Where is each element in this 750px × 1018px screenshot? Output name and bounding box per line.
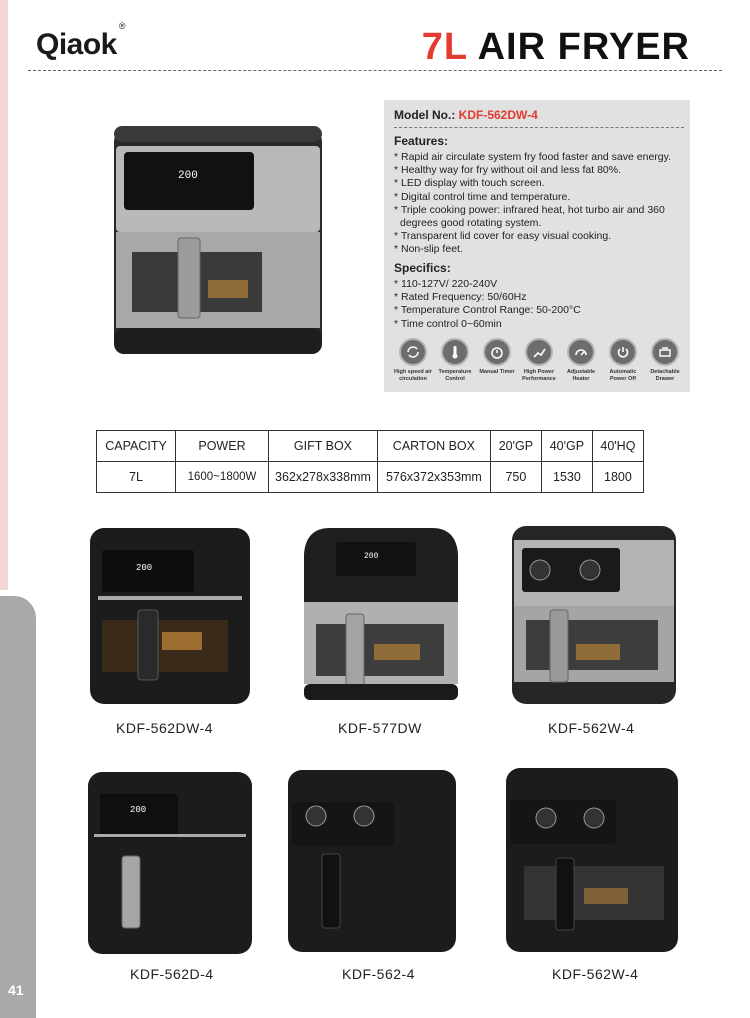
product-display-text: 200 <box>364 552 379 561</box>
product-model-caption: KDF-562DW-4 <box>116 720 214 736</box>
product-image <box>510 522 678 706</box>
feature-icon-label: High speed air circulation <box>394 369 432 382</box>
brand-name: Qiaok <box>36 28 117 61</box>
model-number <box>394 108 538 122</box>
feature-item: * Non-slip feet. <box>394 243 463 256</box>
product-display-text: 200 <box>136 563 153 573</box>
power-icon <box>609 338 637 366</box>
feature-icons <box>394 338 684 382</box>
feature-item: * Triple cooking power: infrared heat, hot turbo air and 360 <box>394 203 665 216</box>
features-heading: Features: <box>394 134 449 148</box>
specific-item: * Rated Frequency: 50/60Hz <box>394 291 527 304</box>
table-cell: 362x278x338mm <box>269 462 378 493</box>
product-image <box>504 764 680 954</box>
feature-icon-item <box>562 338 600 382</box>
feature-icon-label: Detachable Drawer <box>650 369 680 382</box>
brand-mark: ® <box>118 21 126 31</box>
column-header: 40'GP <box>541 431 592 462</box>
model-label: Model No.: <box>394 108 456 122</box>
feature-icon-item <box>604 338 642 382</box>
page-title <box>422 26 690 69</box>
feature-icon-item <box>478 338 516 382</box>
column-header: 40'HQ <box>592 431 643 462</box>
specific-item: * Temperature Control Range: 50-200°C <box>394 304 581 317</box>
product-model-caption: KDF-562W-4 <box>548 720 635 736</box>
spec-box <box>384 100 690 392</box>
feature-item: * LED display with touch screen. <box>394 177 545 190</box>
product-model-caption: KDF-562-4 <box>342 966 415 982</box>
column-header: CAPACITY <box>97 431 176 462</box>
column-header: GIFT BOX <box>269 431 378 462</box>
feature-icon-label: Manual Timer <box>479 369 515 375</box>
page-number: 41 <box>8 982 24 998</box>
title-capacity: 7L <box>421 26 468 68</box>
table-cell: 576x372x353mm <box>377 462 490 493</box>
feature-icon-label: Automatic Power Off <box>609 369 637 382</box>
spec-table <box>96 430 644 493</box>
feature-item: * Rapid air circulate system fry food faster and save energy. <box>394 151 672 163</box>
brand-logo <box>36 21 126 62</box>
specific-item: * Time control 0~60min <box>394 317 502 330</box>
title-text: AIR FRYER <box>467 26 690 68</box>
left-accent-bar <box>0 0 8 590</box>
drawer-icon <box>651 338 679 366</box>
specific-item: * 110-127V/ 220-240V <box>394 278 498 290</box>
model-divider <box>394 127 684 128</box>
product-model-caption: KDF-577DW <box>338 720 422 736</box>
product-image <box>86 768 254 956</box>
feature-item: degrees good rotating system. <box>400 217 542 230</box>
feature-icon-item <box>646 338 684 382</box>
feature-item: * Digital control time and temperature. <box>394 190 571 203</box>
feature-icon-label: Adjustable Heater <box>566 369 596 382</box>
feature-item: * Transparent lid cover for easy visual cooking. <box>394 230 612 243</box>
product-image <box>286 766 458 954</box>
hero-display-text: 200 <box>178 170 198 182</box>
table-cell: 1600~1800W <box>176 462 269 493</box>
feature-icon-item <box>394 338 432 382</box>
timer-icon <box>483 338 511 366</box>
features-list <box>394 151 684 257</box>
feature-icon-label: High Power Performance <box>522 369 556 382</box>
feature-item: * Healthy way for fry without oil and less fat 80%. <box>394 164 622 177</box>
hero-product-image <box>108 120 328 360</box>
column-header: POWER <box>176 431 269 462</box>
feature-icon-label: Temperature Control <box>438 369 472 382</box>
page-tab <box>0 596 36 1018</box>
table-row <box>97 462 644 493</box>
product-model-caption: KDF-562W-4 <box>552 966 639 982</box>
table-header-row <box>97 431 644 462</box>
header-divider <box>28 70 722 71</box>
column-header: CARTON BOX <box>377 431 490 462</box>
model-value: KDF-562DW-4 <box>458 108 538 122</box>
specifics-heading: Specifics: <box>394 261 451 275</box>
product-display-text: 200 <box>130 805 147 815</box>
gauge-icon <box>567 338 595 366</box>
table-cell: 750 <box>490 462 541 493</box>
product-image <box>300 524 462 702</box>
feature-icon-item <box>436 338 474 382</box>
circulation-icon <box>399 338 427 366</box>
product-model-caption: KDF-562D-4 <box>130 966 214 982</box>
specifics-list <box>394 278 684 331</box>
table-cell: 1530 <box>541 462 592 493</box>
performance-icon <box>525 338 553 366</box>
product-image <box>88 524 252 706</box>
table-cell: 7L <box>97 462 176 493</box>
column-header: 20'GP <box>490 431 541 462</box>
thermometer-icon <box>441 338 469 366</box>
table-cell: 1800 <box>592 462 643 493</box>
feature-icon-item <box>520 338 558 382</box>
